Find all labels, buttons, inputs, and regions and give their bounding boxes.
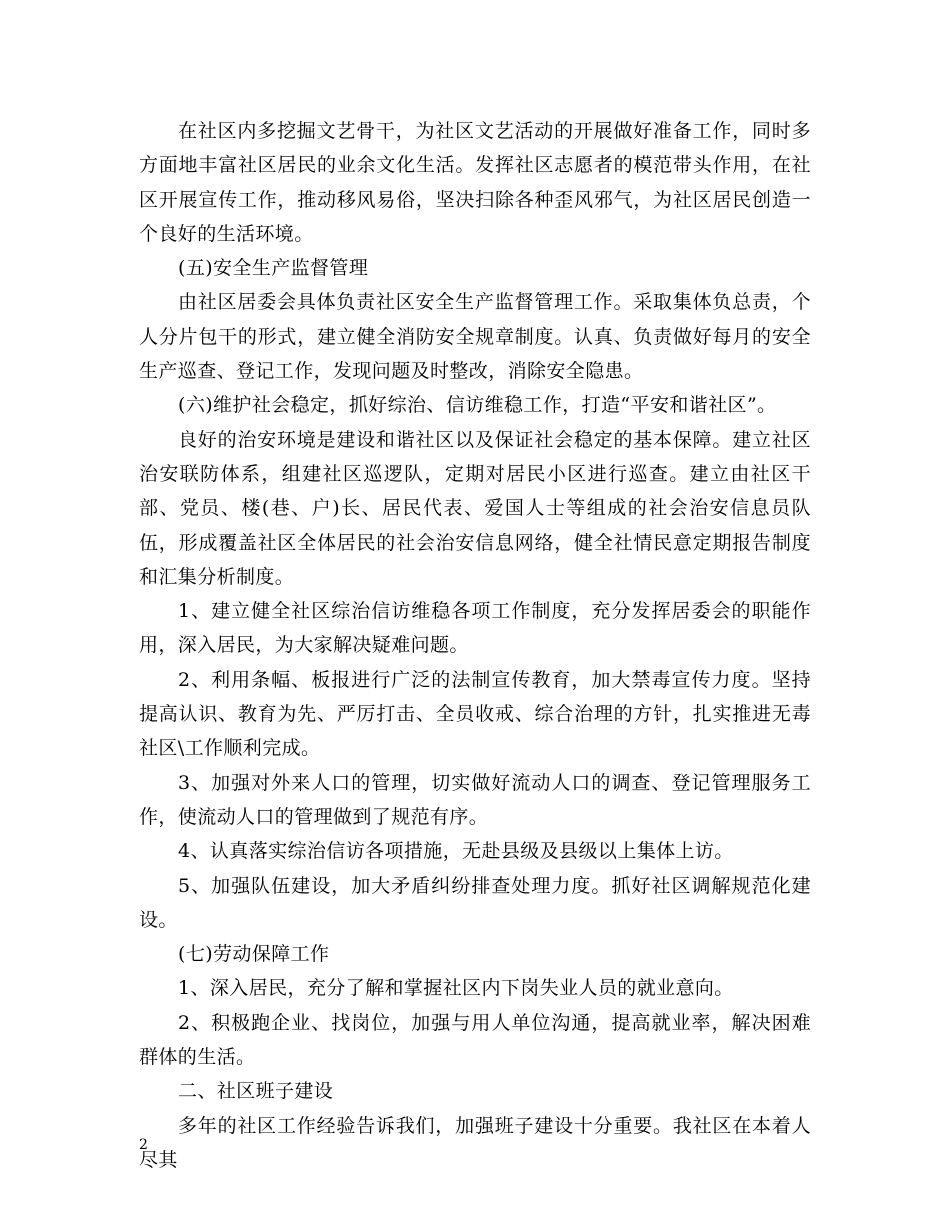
labor-item-1: 1、深入居民，充分了解和掌握社区内下岗失业人员的就业意向。 [178, 977, 734, 1000]
paragraph-team-building: 多年的社区工作经验告诉我们，加强班子建设十分重要。我社区在本着人尽其 [139, 1114, 811, 1171]
list-item-5: 5、加强队伍建设，加大矛盾纠纷排查处理力度。抓好社区调解规范化建设。 [139, 874, 811, 931]
heading-team-building: 二、社区班子建设 [178, 1080, 334, 1103]
heading-safety-supervision: (五)安全生产监督管理 [178, 257, 369, 280]
paragraph-culture: 在社区内多挖掘文艺骨干，为社区文艺活动的开展做好准备工作，同时多方面地丰富社区居民的业余文化生活。发挥社区志愿者的模范带头作用，在社区开展宣传工作，推动移风易俗，坚决扫除各种歪风邪气，为社区居民创造一个良好的生活环境。 [139, 120, 811, 245]
document-body [139, 114, 811, 1177]
list-item-2: 2、利用条幅、板报进行广泛的法制宣传教育，加大禁毒宣传力度。坚持提高认识、教育为先、严厉打击、全员收戒、综合治理的方针，扎实推进无毒社区\工作顺利完成。 [139, 668, 811, 760]
list-item-1: 1、建立健全社区综治信访维稳各项工作制度，充分发挥居委会的职能作用，深入居民，为大家解决疑难问题。 [139, 600, 811, 657]
heading-social-stability: (六)维护社会稳定，抓好综治、信访维稳工作，打造“平安和谐社区”。 [178, 394, 777, 417]
list-item-4: 4、认真落实综治信访各项措施，无赴县级及县级以上集体上访。 [178, 840, 734, 863]
heading-labor-security: (七)劳动保障工作 [178, 943, 330, 966]
labor-item-2: 2、积极跑企业、找岗位，加强与用人单位沟通，提高就业率，解决困难群体的生活。 [139, 1011, 811, 1069]
paragraph-public-security: 良好的治安环境是建设和谐社区以及保证社会稳定的基本保障。建立社区治安联防体系，组建社区巡逻队，定期对居民小区进行巡查。建立由社区干部、党员、楼(巷、户)长、居民代表、爱国人士等组成的社会治安信息员队伍，形成覆盖社区全体居民的社会治安信息网络，健全社情民意定期报告制度和汇集分析制度。 [139, 428, 811, 588]
list-item-3: 3、加强对外来人口的管理，切实做好流动人口的调查、登记管理服务工作，使流动人口的管理做到了规范有序。 [139, 771, 811, 828]
paragraph-safety: 由社区居委会具体负责社区安全生产监督管理工作。采取集体负总责，个人分片包干的形式，建立健全消防安全规章制度。认真、负责做好每月的安全生产巡查、登记工作，发现问题及时整改，消除安全隐患。 [139, 291, 811, 383]
page-number: 2 [139, 1137, 148, 1153]
